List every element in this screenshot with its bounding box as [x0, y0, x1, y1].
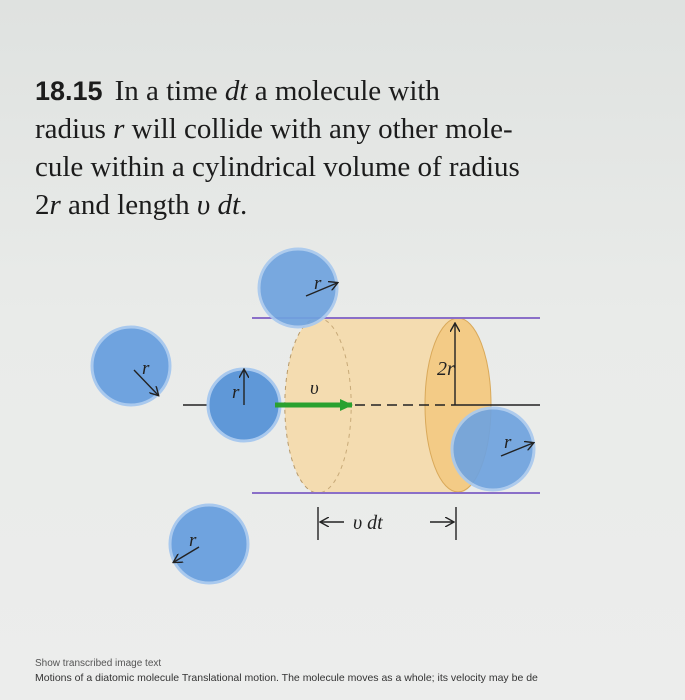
molecule-right	[452, 408, 534, 490]
problem-line-1: 18.15 In a time dt a molecule with	[35, 75, 440, 107]
label-2r: 2r	[437, 358, 455, 380]
label-vdt: υ dt	[353, 512, 383, 534]
label-r-moving: r	[232, 382, 240, 403]
problem-number: 18.15	[35, 76, 103, 106]
footer	[35, 658, 685, 684]
problem-line-2: radius r will collide with any other mole-	[35, 113, 513, 145]
label-r-top: r	[314, 273, 322, 294]
problem-line-3: cule within a cylindrical volume of radius	[35, 151, 520, 183]
molecule-left	[92, 327, 170, 405]
show-transcribed-link[interactable]: Show transcribed image text	[35, 658, 162, 669]
problem-line-4: 2r and length υ dt.	[35, 189, 248, 221]
label-r-right: r	[504, 432, 512, 453]
label-r-bottom: r	[189, 530, 197, 551]
transcribed-text: Motions of a diatomic molecule Translational motion. The molecule moves as a whole; its velocity may be de	[35, 672, 538, 684]
label-v: υ	[310, 378, 319, 399]
molecule-bottom-left	[170, 505, 248, 583]
label-r-left: r	[142, 358, 150, 379]
